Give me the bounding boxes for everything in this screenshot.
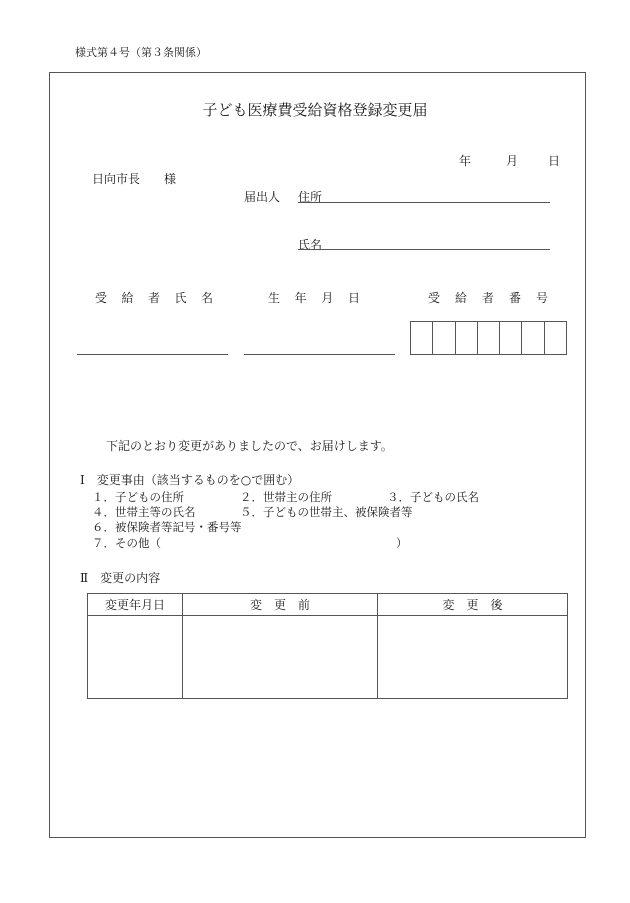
birthdate-field[interactable] <box>244 354 395 355</box>
digit-box[interactable] <box>411 322 433 354</box>
header-char: 年 <box>294 291 307 305</box>
recipient-number-boxes[interactable] <box>410 321 567 355</box>
col-before: 変 更 前 <box>183 594 378 616</box>
header-char: 者 <box>147 291 160 305</box>
reporter-label: 届出人 <box>244 190 281 204</box>
reason-1: １．子どもの住所 <box>92 490 184 504</box>
digit-box[interactable] <box>500 322 522 354</box>
address-field[interactable] <box>298 202 550 203</box>
reason-7-close: ） <box>396 536 408 550</box>
digit-box[interactable] <box>456 322 478 354</box>
digit-box[interactable] <box>522 322 544 354</box>
table-row <box>88 616 568 699</box>
recipient-number-header <box>428 289 548 306</box>
section1-heading: Ⅰ 変更事由（該当するものを○で囲む） <box>80 473 300 487</box>
section2-heading: Ⅱ 変更の内容 <box>80 571 161 585</box>
digit-box[interactable] <box>478 322 500 354</box>
header-char: 者 <box>481 291 494 305</box>
address-label: 住所 <box>298 190 323 204</box>
reason-2: ２．世帯主の住所 <box>240 490 332 504</box>
birthdate-header <box>268 289 360 306</box>
month-label: 月 <box>506 154 519 168</box>
col-change-date: 変更年月日 <box>88 594 183 616</box>
recipient-name-field[interactable] <box>77 354 228 355</box>
header-char: 名 <box>200 291 213 305</box>
header-char: 月 <box>321 291 334 305</box>
notice-text: 下記のとおり変更がありましたので、お届けします。 <box>106 439 393 453</box>
reason-4: ４．世帯主等の氏名 <box>92 505 196 519</box>
before-cell[interactable] <box>183 616 378 699</box>
reason-6: ６．被保険者等記号・番号等 <box>92 520 242 534</box>
change-table <box>87 593 568 699</box>
day-label: 日 <box>548 154 561 168</box>
header-char: 号 <box>535 291 548 305</box>
form-title: 子ども医療費受給資格登録変更届 <box>202 101 428 119</box>
name-field[interactable] <box>298 249 550 250</box>
header-char: 受 <box>428 291 441 305</box>
header-char: 日 <box>347 291 360 305</box>
recipient-name-header <box>95 289 213 306</box>
change-date-cell[interactable] <box>88 616 183 699</box>
addressee: 日向市長 様 <box>92 172 177 186</box>
header-char: 生 <box>268 291 281 305</box>
year-label: 年 <box>459 154 472 168</box>
header-char: 給 <box>454 291 467 305</box>
digit-box[interactable] <box>545 322 566 354</box>
header-char: 給 <box>121 291 134 305</box>
reason-3: ３．子どもの氏名 <box>387 490 479 504</box>
reason-5: ５．子どもの世帯主、被保険者等 <box>240 505 413 519</box>
date-fields <box>459 152 560 169</box>
name-label: 氏名 <box>298 238 323 252</box>
col-after: 変 更 後 <box>378 594 568 616</box>
reason-7: ７．その他（ <box>92 536 161 550</box>
form-number: 様式第４号（第３条関係） <box>75 46 207 59</box>
header-char: 氏 <box>174 291 187 305</box>
table-header-row <box>88 594 568 616</box>
after-cell[interactable] <box>378 616 568 699</box>
header-char: 番 <box>508 291 521 305</box>
header-char: 受 <box>95 291 108 305</box>
digit-box[interactable] <box>433 322 455 354</box>
